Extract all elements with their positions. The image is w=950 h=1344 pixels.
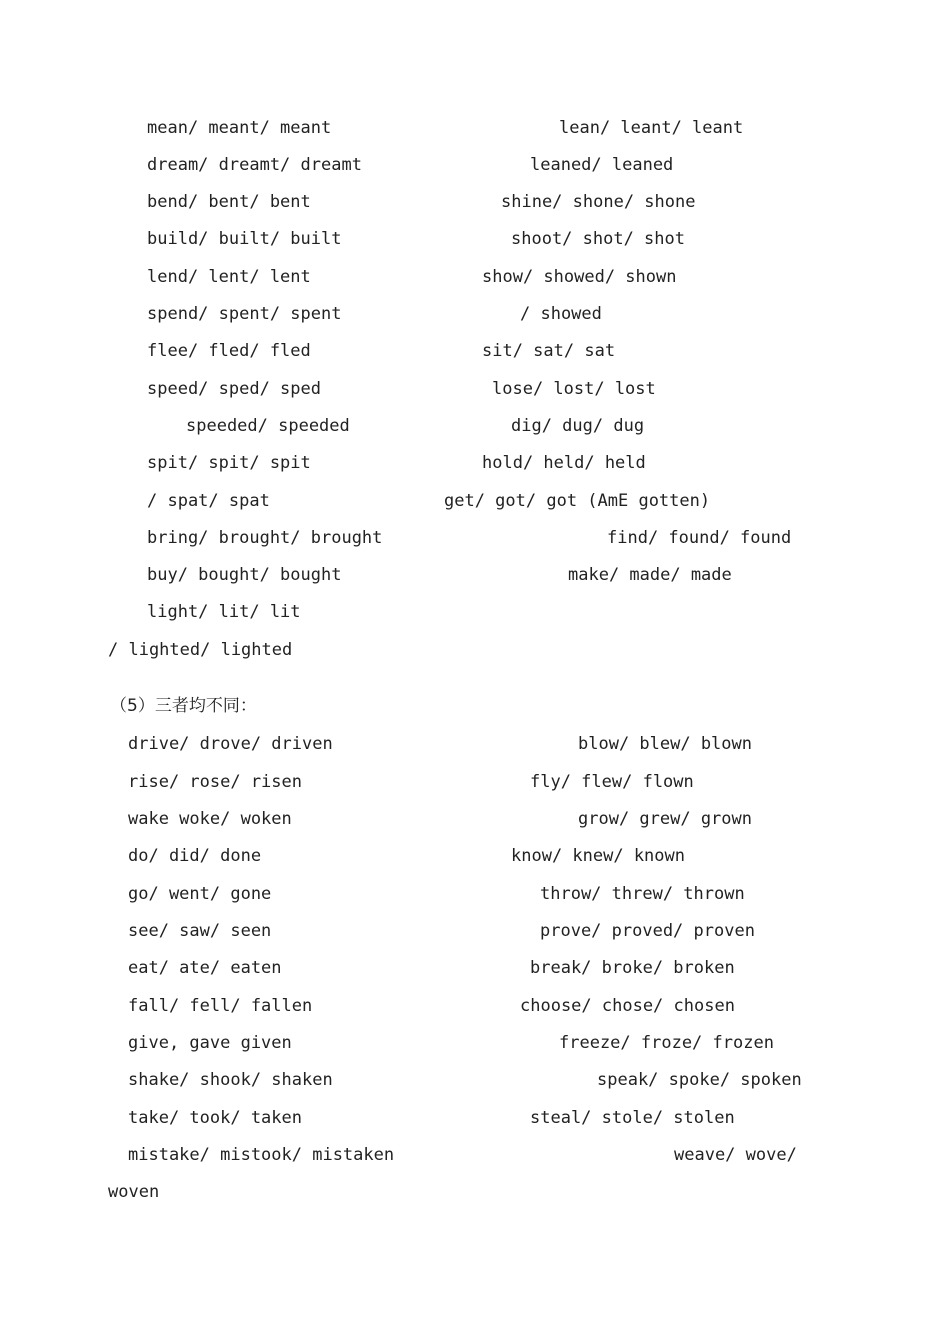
verb-form-right: get/ got/ got (AmE gotten) — [444, 491, 711, 511]
verb-form-continuation: woven — [108, 1182, 160, 1202]
verb-form-left: take/ took/ taken — [128, 1108, 302, 1128]
verb-form-left: give, gave given — [128, 1033, 292, 1053]
verb-form-right: choose/ chose/ chosen — [520, 996, 735, 1016]
verb-form-left: lend/ lent/ lent — [147, 267, 311, 287]
verb-form-left: eat/ ate/ eaten — [128, 958, 282, 978]
verb-form-right: speak/ spoke/ spoken — [597, 1070, 802, 1090]
verb-form-right: break/ broke/ broken — [530, 958, 735, 978]
verb-form-right: weave/ wove/ — [674, 1145, 797, 1165]
verb-form-right: steal/ stole/ stolen — [530, 1108, 735, 1128]
verb-form-left: fall/ fell/ fallen — [128, 996, 313, 1016]
verb-form-right: hold/ held/ held — [482, 453, 646, 473]
verb-form-right: fly/ flew/ flown — [530, 772, 694, 792]
verb-form-right: find/ found/ found — [607, 528, 792, 548]
verb-form-right: throw/ threw/ thrown — [540, 884, 745, 904]
verb-form-right: lean/ leant/ leant — [559, 118, 744, 138]
section-heading: （5）三者均不同： — [110, 696, 257, 716]
verb-form-right: dig/ dug/ dug — [511, 416, 645, 436]
verb-form-right: blow/ blew/ blown — [578, 734, 752, 754]
verb-form-right: know/ knew/ known — [511, 846, 685, 866]
verb-form-right: sit/ sat/ sat — [482, 341, 616, 361]
verb-form-left: spend/ spent/ spent — [147, 304, 342, 324]
verb-form-right: shine/ shone/ shone — [501, 192, 696, 212]
verb-form-left: speed/ sped/ sped — [147, 379, 321, 399]
verb-form-left: spit/ spit/ spit — [147, 453, 311, 473]
verb-form-right: / showed — [520, 304, 602, 324]
verb-form-right: show/ showed/ shown — [482, 267, 677, 287]
verb-form-continuation: / lighted/ lighted — [108, 640, 293, 660]
verb-form-left: dream/ dreamt/ dreamt — [147, 155, 362, 175]
verb-form-right: freeze/ froze/ frozen — [559, 1033, 774, 1053]
verb-form-right: make/ made/ made — [568, 565, 732, 585]
verb-form-right: lose/ lost/ lost — [492, 379, 656, 399]
verb-form-left: see/ saw/ seen — [128, 921, 272, 941]
verb-form-left: bend/ bent/ bent — [147, 192, 311, 212]
verb-form-left: rise/ rose/ risen — [128, 772, 302, 792]
verb-form-left: bring/ brought/ brought — [147, 528, 383, 548]
verb-form-left: / spat/ spat — [147, 491, 270, 511]
verb-form-left: go/ went/ gone — [128, 884, 272, 904]
verb-form-left: light/ lit/ lit — [147, 602, 301, 622]
verb-form-left: mistake/ mistook/ mistaken — [128, 1145, 395, 1165]
verb-form-right: grow/ grew/ grown — [578, 809, 752, 829]
verb-form-left: shake/ shook/ shaken — [128, 1070, 333, 1090]
verb-form-left: wake woke/ woken — [128, 809, 292, 829]
verb-form-left: speeded/ speeded — [186, 416, 350, 436]
verb-form-left: buy/ bought/ bought — [147, 565, 342, 585]
verb-form-left: build/ built/ built — [147, 229, 342, 249]
verb-form-right: leaned/ leaned — [530, 155, 674, 175]
verb-form-right: shoot/ shot/ shot — [511, 229, 685, 249]
verb-form-right: prove/ proved/ proven — [540, 921, 755, 941]
verb-form-left: drive/ drove/ driven — [128, 734, 333, 754]
verb-form-left: flee/ fled/ fled — [147, 341, 311, 361]
verb-form-left: mean/ meant/ meant — [147, 118, 332, 138]
verb-form-left: do/ did/ done — [128, 846, 262, 866]
